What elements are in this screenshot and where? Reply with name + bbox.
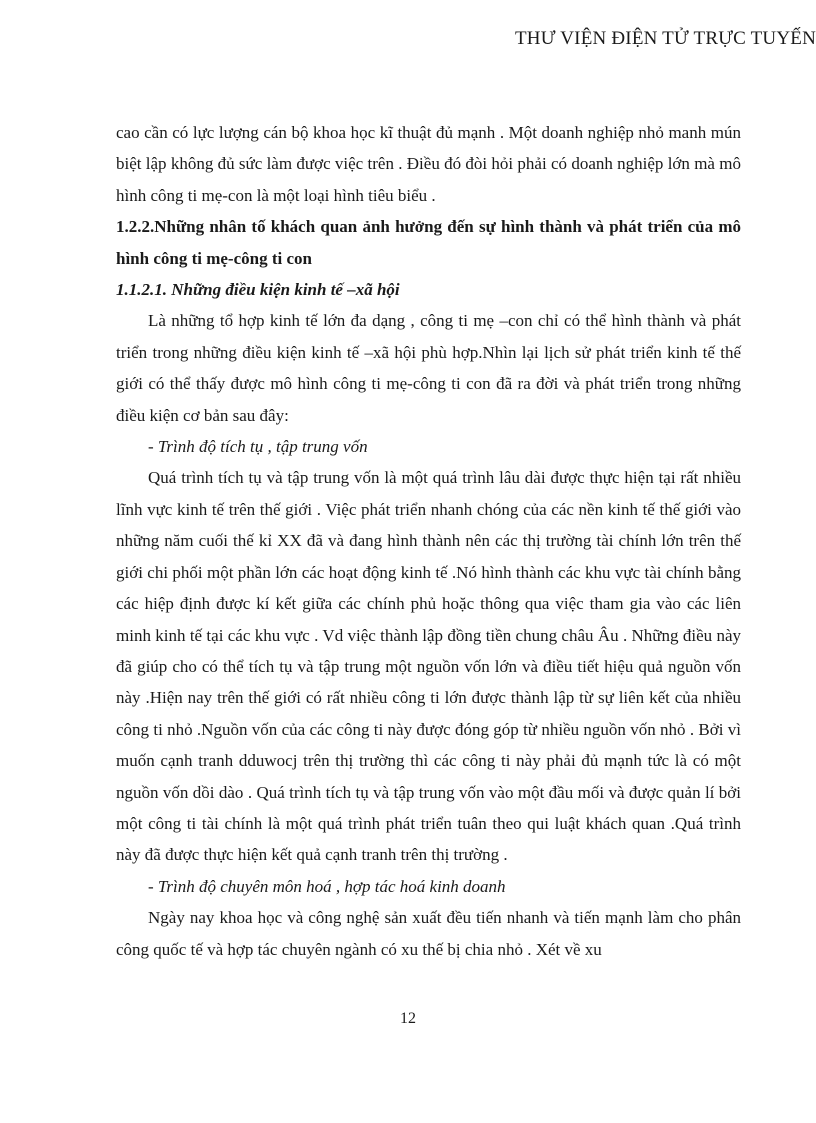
paragraph-capital-accumulation: Quá trình tích tụ và tập trung vốn là một quá trình lâu dài được thực hiện tại rất nhiều lĩnh vực kinh tế trên thế giới . Việc phát triển nhanh chóng của các nền kinh tế thế giới vào những năm cuối thế kỉ XX đã và đang hình thành nên các thị trường tài chính lớn trên thế giới chi phối một phần lớn các hoạt động kinh tế .Nó hình thành các khu vực tài chính bằng các hiệp định được kí kết giữa các chính phủ hoặc thông qua việc tham gia vào các liên minh kinh tế tại các khu vực . Vd việc thành lập đồng tiền chung châu Âu . Những điều này đã giúp cho có thể tích tụ và tập trung một nguồn vốn lớn và điều tiết hiệu quả nguồn vốn này .Hiện nay trên thế giới có rất nhiều công ti lớn được thành lập từ sự liên kết của nhiều công ti nhỏ .Nguồn vốn của các công ti này được đóng góp từ nhiều nguồn vốn nhỏ . Bởi vì muốn cạnh tranh dduwocj trên thị trường thì các công ti này phải đủ mạnh tức là có một nguồn vốn dồi dào . Quá trình tích tụ và tập trung vốn vào một đầu mối và được quản lí bởi một công ti tài chính là một quá trình phát triển tuân theo qui luật khách quan .Quá trình này đã được thực hiện kết quả cạnh tranh trên thị trường . <box>116 468 741 865</box>
paragraph-economic-conditions: Là những tổ hợp kinh tế lớn đa dạng , công ti mẹ –con chỉ có thể hình thành và phát triển trong những điều kiện kinh tế –xã hội phù hợp.Nhìn lại lịch sử phát triển kinh tế thế giới có thể thấy được mô hình công ti mẹ-công ti con đã ra đời và phát triển trong những điều kiện cơ bản sau đây: <box>116 311 741 425</box>
bullet-specialization: - Trình độ chuyên môn hoá , hợp tác hoá kinh doanh <box>148 876 506 896</box>
section-heading: 1.2.2.Những nhân tố khách quan ảnh hưởng đến sự hình thành và phát triển của mô hình công ti mẹ-công ti con <box>116 217 741 268</box>
intro-paragraph: cao cần có lực lượng cán bộ khoa học kĩ thuật đủ mạnh . Một doanh nghiệp nhỏ manh mún biệt lập không đủ sức làm được việc trên . Điều đó đòi hỏi phải có doanh nghiệp lớn mà mô hình công ti mẹ-con là một loại hình tiêu biểu . <box>116 123 741 205</box>
bullet-capital-accumulation: - Trình độ tích tụ , tập trung vốn <box>148 437 368 457</box>
page-body <box>116 117 741 965</box>
subsection-heading: 1.1.2.1. Những điều kiện kinh tế –xã hội <box>116 280 400 300</box>
document-header: THƯ VIỆN ĐIỆN TỬ TRỰC TUYẾN <box>514 28 816 49</box>
paragraph-specialization: Ngày nay khoa học và công nghệ sản xuất đều tiến nhanh và tiến mạnh làm cho phân công quốc tế và hợp tác chuyên ngành có xu thế bị chia nhỏ . Xét về xu <box>116 908 741 959</box>
page-number: 12 <box>400 1010 416 1027</box>
